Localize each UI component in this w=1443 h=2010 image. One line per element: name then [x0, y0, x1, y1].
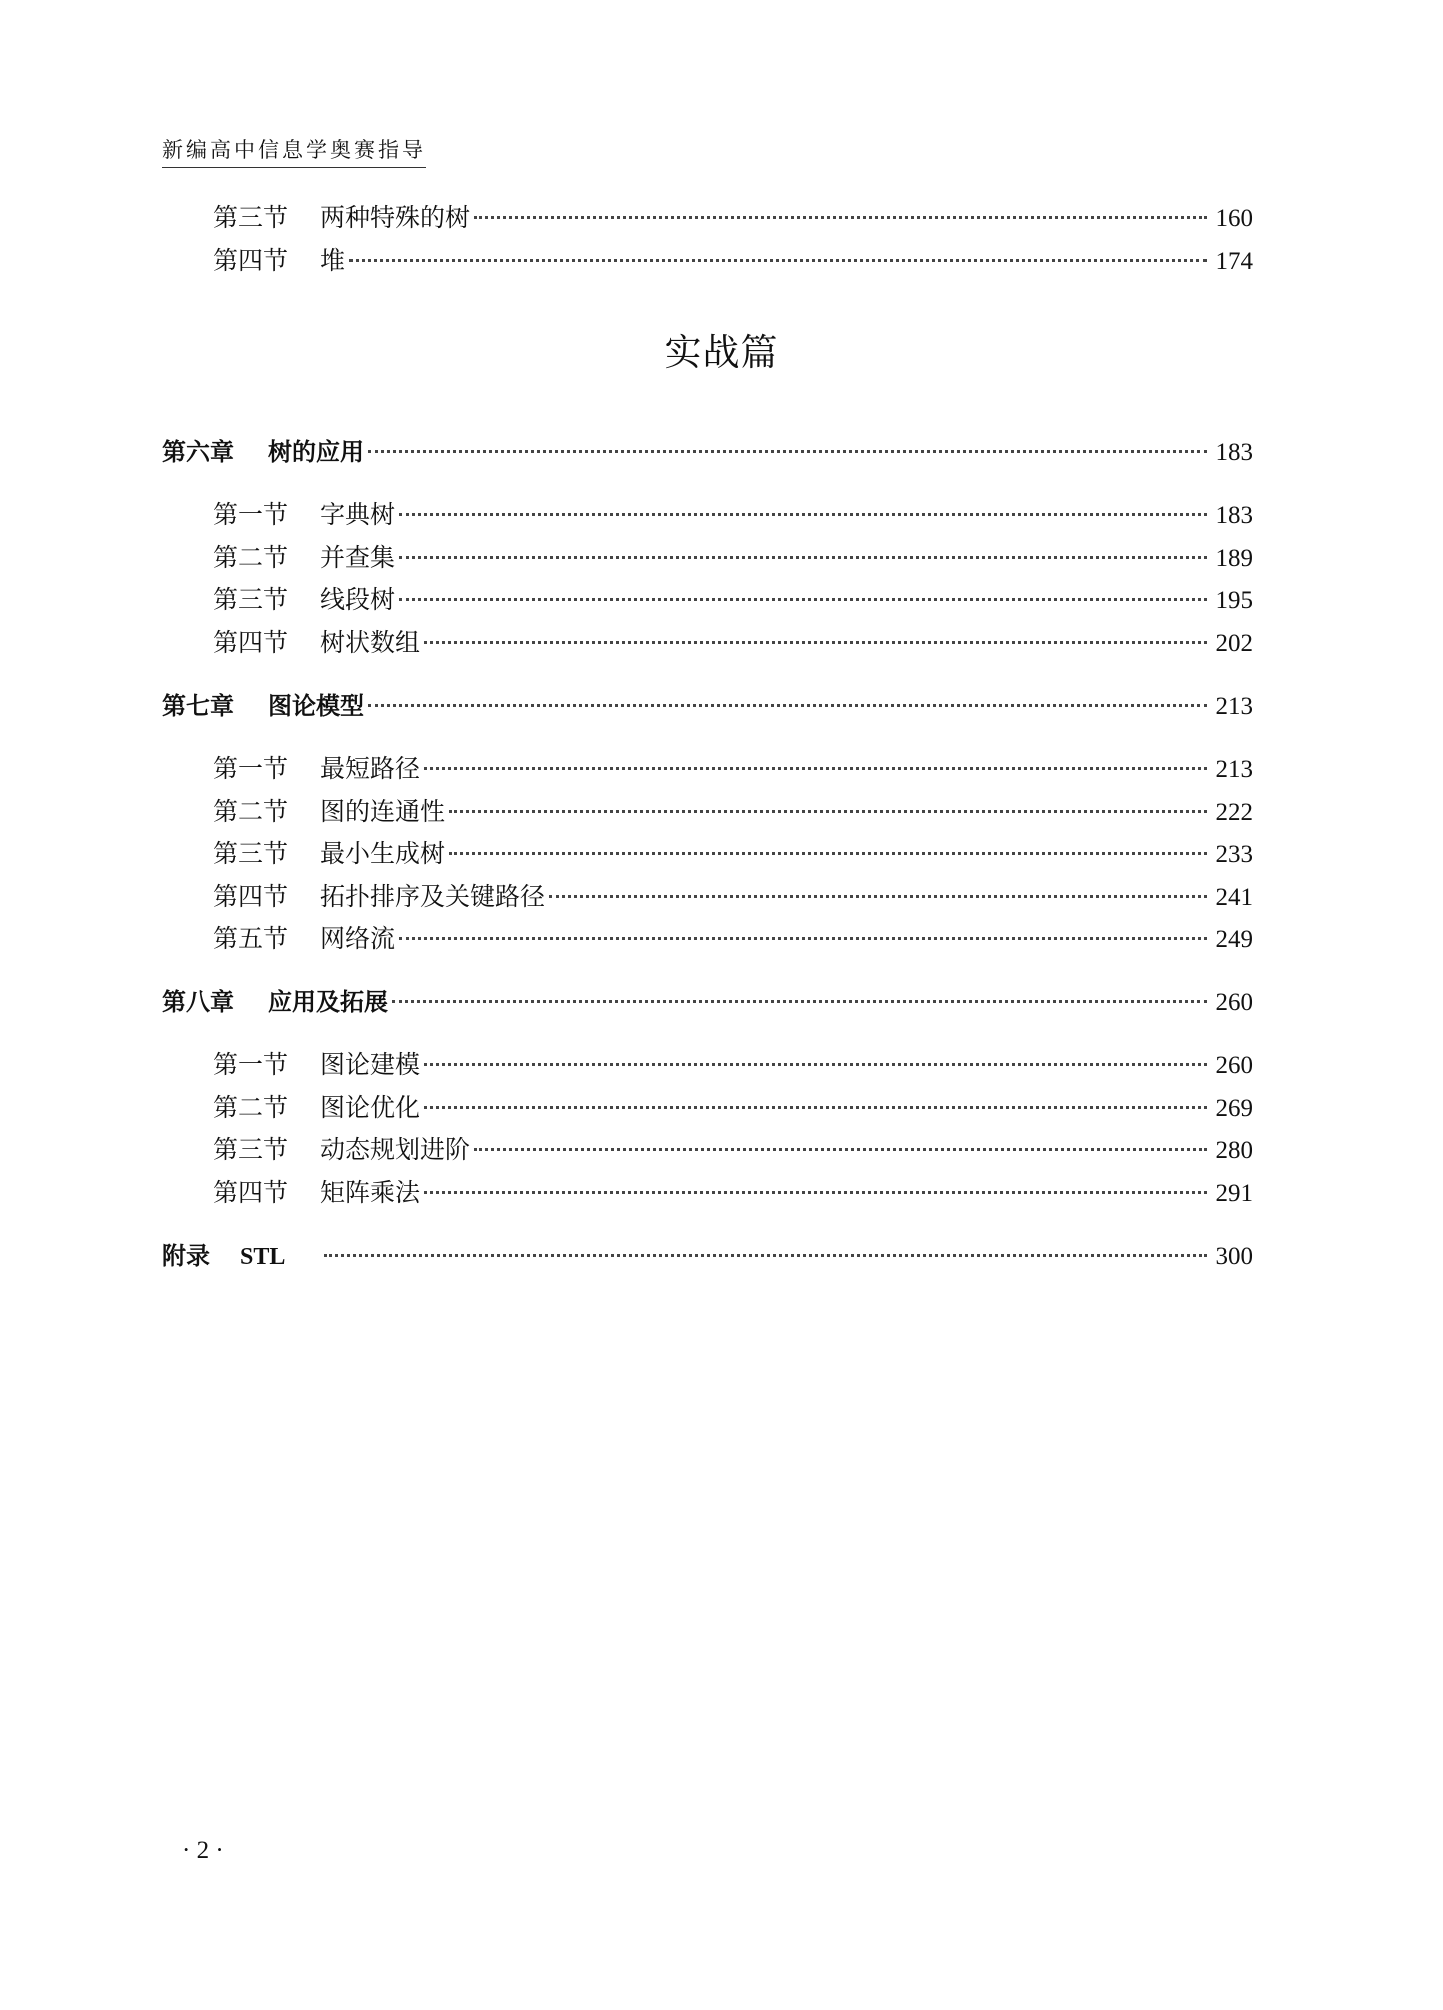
dot-leader [474, 1148, 1207, 1151]
dot-leader [392, 1000, 1207, 1003]
entry-number: 第三节 [213, 839, 289, 868]
entry-number: 第五节 [213, 924, 289, 953]
dot-leader [424, 641, 1207, 644]
entry-page: 160 [1215, 205, 1253, 232]
dot-leader [324, 1254, 1207, 1257]
entry-number: 第四节 [213, 1178, 289, 1207]
dot-leader [424, 1191, 1207, 1194]
entry-number: 第七章 [162, 692, 234, 720]
entry-number: 第一节 [213, 1050, 289, 1079]
entry-title: STL [240, 1244, 286, 1270]
entry-title: 线段树 [320, 585, 396, 614]
entry-page: 300 [1215, 1243, 1253, 1270]
toc-entry-appendix[interactable] [162, 1239, 1253, 1273]
entry-page: 195 [1215, 587, 1253, 614]
entry-page: 183 [1215, 502, 1253, 529]
toc-entry-section[interactable] [213, 795, 1253, 829]
entry-page: 222 [1215, 799, 1253, 826]
entry-title: 两种特殊的树 [320, 203, 471, 232]
entry-page: 260 [1215, 989, 1253, 1016]
toc-entry-chapter[interactable] [162, 689, 1253, 723]
entry-number: 第三节 [213, 203, 289, 232]
toc-entry-section[interactable] [213, 1176, 1253, 1210]
entry-title: 最小生成树 [320, 839, 446, 868]
entry-number: 第二节 [213, 543, 289, 572]
entry-page: 260 [1215, 1052, 1253, 1079]
toc-entry-section[interactable] [213, 752, 1253, 786]
entry-title: 堆 [320, 246, 346, 275]
dot-leader [368, 450, 1207, 453]
entry-number: 第二节 [213, 1093, 289, 1122]
entry-page: 189 [1215, 545, 1253, 572]
toc-entry-section[interactable] [213, 626, 1253, 660]
dot-leader [449, 852, 1207, 855]
entry-page: 241 [1215, 884, 1253, 911]
page-number: · 2 · [182, 1837, 224, 1864]
toc-entry-section[interactable] [213, 541, 1253, 575]
entry-number: 第四节 [213, 882, 289, 911]
dot-leader [399, 598, 1207, 601]
toc-entry-section[interactable] [213, 880, 1253, 914]
entry-title: 最短路径 [320, 754, 421, 783]
toc-entry-chapter[interactable] [162, 435, 1253, 469]
toc-entry-section[interactable] [213, 583, 1253, 617]
entry-title: 拓扑排序及关键路径 [320, 882, 546, 911]
toc-entry-section[interactable] [213, 1091, 1253, 1125]
entry-title: 字典树 [320, 500, 396, 529]
entry-title: 图的连通性 [320, 797, 446, 826]
entry-title: 图论优化 [320, 1093, 421, 1122]
entry-title: 矩阵乘法 [320, 1178, 421, 1207]
entry-number: 附录 [162, 1242, 210, 1270]
running-head: 新编高中信息学奥赛指导 [162, 134, 426, 168]
entry-number: 第六章 [162, 438, 234, 466]
entry-number: 第二节 [213, 797, 289, 826]
dot-leader [349, 259, 1207, 262]
toc-entry-section[interactable] [213, 244, 1253, 278]
toc-entry-section[interactable] [213, 1133, 1253, 1167]
entry-title: 并查集 [320, 543, 396, 572]
entry-page: 280 [1215, 1137, 1253, 1164]
entry-number: 第四节 [213, 628, 289, 657]
dot-leader [549, 895, 1207, 898]
entry-page: 174 [1215, 248, 1253, 275]
part-title: 实战篇 [664, 331, 779, 374]
entry-page: 233 [1215, 841, 1253, 868]
toc-entry-section[interactable] [213, 922, 1253, 956]
dot-leader [474, 216, 1207, 219]
entry-title: 图论建模 [320, 1050, 421, 1079]
dot-leader [424, 1063, 1207, 1066]
entry-title: 树的应用 [268, 438, 364, 466]
toc-entry-section[interactable] [213, 498, 1253, 532]
entry-page: 202 [1215, 630, 1253, 657]
entry-title: 动态规划进阶 [320, 1135, 471, 1164]
entry-title: 网络流 [320, 924, 396, 953]
entry-title: 树状数组 [320, 628, 421, 657]
dot-leader [399, 937, 1207, 940]
dot-leader [424, 1106, 1207, 1109]
entry-title: 应用及拓展 [268, 988, 388, 1016]
entry-page: 213 [1215, 756, 1253, 783]
dot-leader [424, 767, 1207, 770]
entry-number: 第三节 [213, 585, 289, 614]
toc-entry-section[interactable] [213, 201, 1253, 235]
dot-leader [399, 513, 1207, 516]
entry-number: 第八章 [162, 988, 234, 1016]
entry-number: 第四节 [213, 246, 289, 275]
entry-number: 第一节 [213, 754, 289, 783]
entry-page: 213 [1215, 693, 1253, 720]
dot-leader [449, 810, 1207, 813]
entry-number: 第三节 [213, 1135, 289, 1164]
entry-page: 291 [1215, 1180, 1253, 1207]
entry-number: 第一节 [213, 500, 289, 529]
dot-leader [368, 704, 1207, 707]
toc-entry-chapter[interactable] [162, 985, 1253, 1019]
toc-entry-section[interactable] [213, 1048, 1253, 1082]
entry-page: 249 [1215, 926, 1253, 953]
entry-page: 269 [1215, 1095, 1253, 1122]
entry-page: 183 [1215, 439, 1253, 466]
dot-leader [399, 556, 1207, 559]
toc-entry-section[interactable] [213, 837, 1253, 871]
entry-title: 图论模型 [268, 692, 364, 720]
